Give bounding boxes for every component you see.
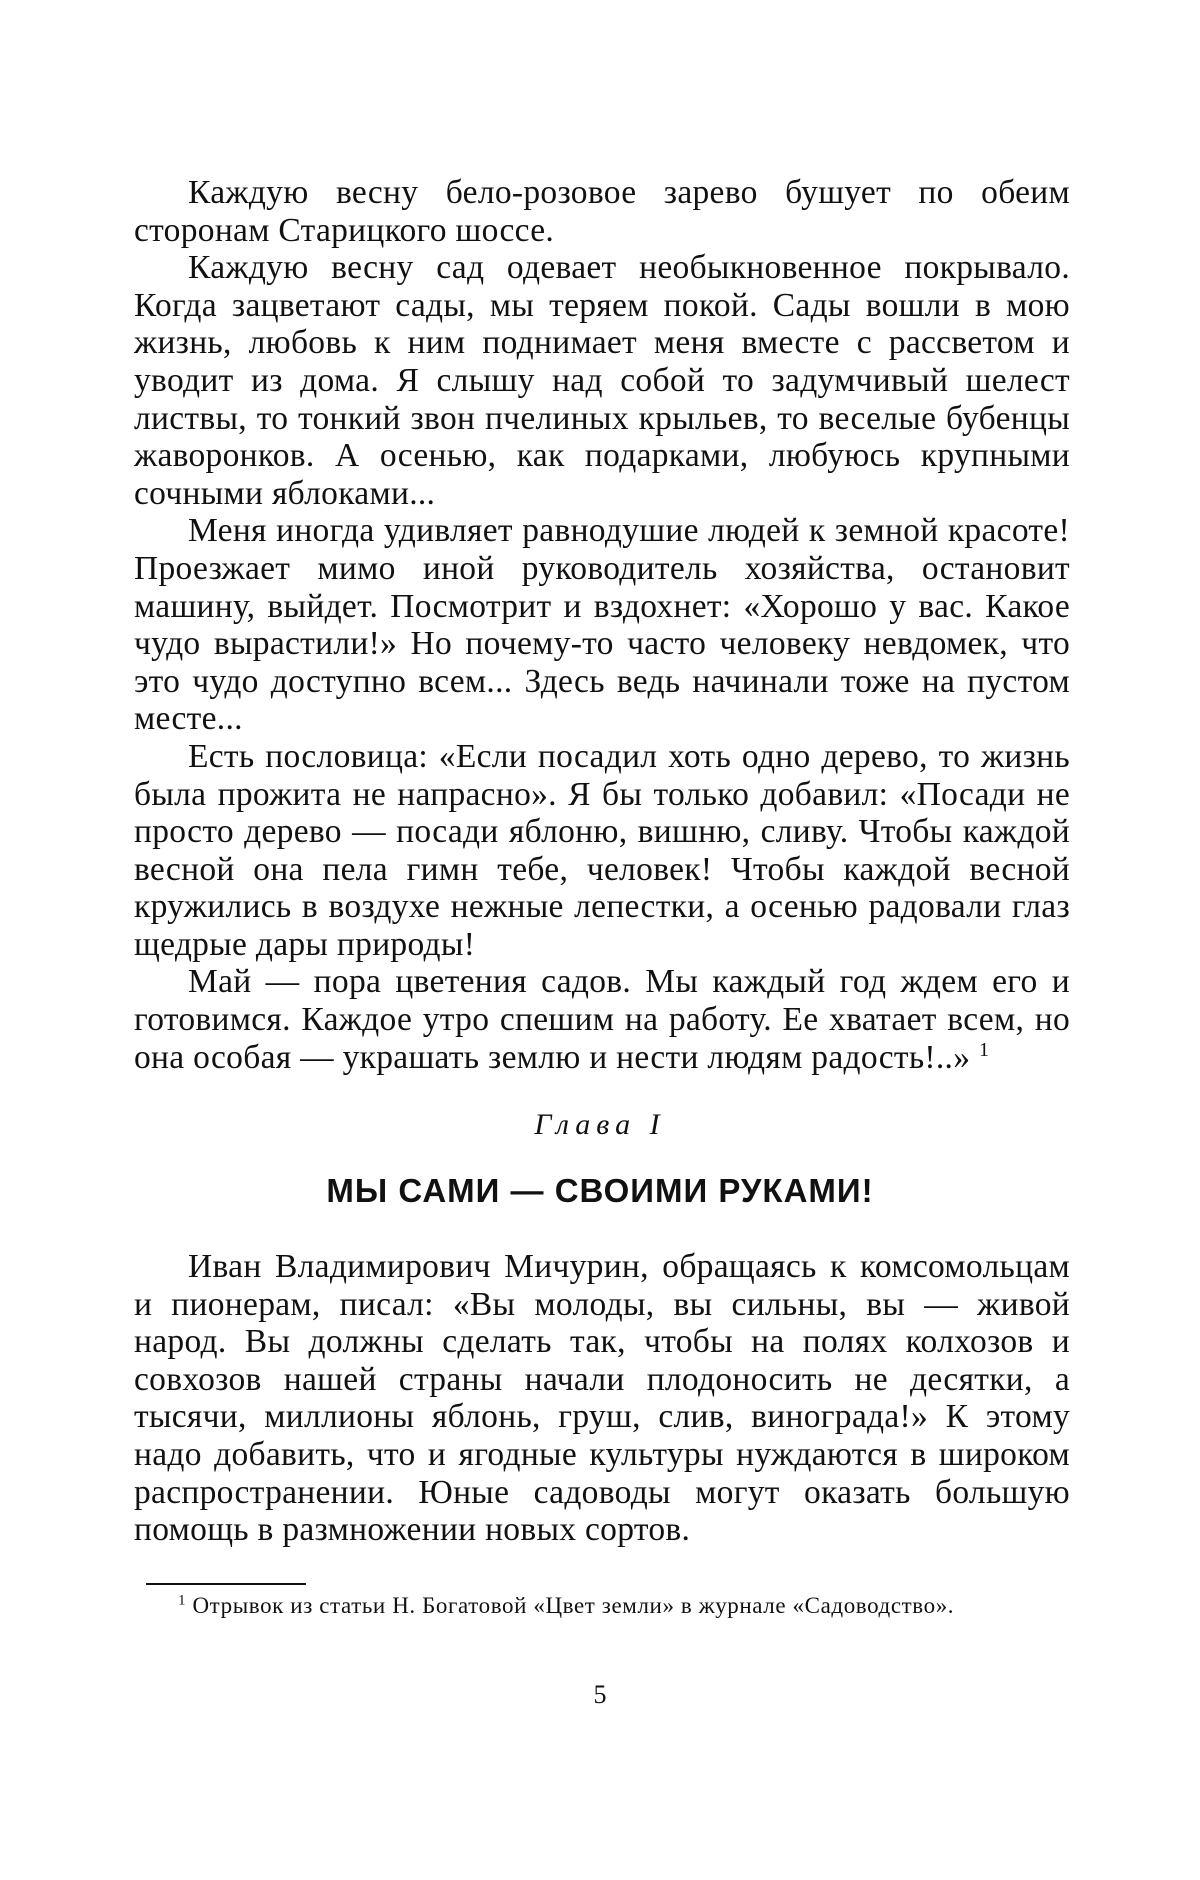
- paragraph: Меня иногда удивляет равнодушие людей к земной красоте! Проезжает мимо иной руководитель хозяйства, остановит машину, выйдет. Посмотрит и вздохнет: «Хорошо у вас. Какое чудо вырастили!» Но почему-то часто человеку невдомек, что это чудо доступно всем... Здесь ведь начинали тоже на пустом месте...: [134, 512, 1070, 738]
- footnote-reference: 1: [978, 1038, 990, 1061]
- paragraph: Каждую весну сад одевает необыкновенное покрывало. Когда зацветают сады, мы теряем покой. Сады вошли в мою жизнь, любовь к ним поднимает меня вместе с рассветом и уводит из дома. Я слышу над собой то задумчивый шелест листвы, то тонкий звон пчелиных крыльев, то веселые бубенцы жаворонков. А осенью, как подарками, любуюсь крупными сочными яблоками...: [134, 249, 1070, 512]
- chapter-text-block: [134, 1248, 1070, 1549]
- page-number: 5: [593, 1680, 607, 1709]
- footnote-text: Отрывок из статьи Н. Богатовой «Цвет земли» в журнале «Садоводство».: [192, 1593, 955, 1618]
- footnote-mark: 1: [178, 1592, 187, 1609]
- footnote: [134, 1592, 1070, 1620]
- footnote-divider: [146, 1583, 306, 1585]
- top-text-block: [134, 174, 1070, 1076]
- paragraph-text: Май — пора цветения садов. Мы каждый год ждем его и готовимся. Каждое утро спешим на работу. Ее хватает всем, но она особая — украшать землю и нести людям радость!..»: [134, 963, 1070, 1076]
- paragraph: Иван Владимирович Мичурин, обращаясь к комсомольцам и пионерам, писал: «Вы молоды, вы сильны, вы — живой народ. Вы должны сделать так, чтобы на полях колхозов и совхозов нашей страны начали плодоносить не десятки, а тысячи, миллионы яблонь, груш, слив, винограда!» К этому надо добавить, что и ягодные культуры нуждаются в широком распространении. Юные садоводы могут оказать большую помощь в размножении новых сортов.: [134, 1248, 1070, 1549]
- chapter-title: МЫ САМИ — СВОИМИ РУКАМИ!: [326, 1172, 874, 1209]
- paragraph: Каждую весну бело-розовое зарево бушует по обеим сторонам Старицкого шоссе.: [134, 174, 1070, 249]
- chapter-label: Глава I: [534, 1108, 666, 1141]
- paragraph-with-footnote: [134, 963, 1070, 1076]
- paragraph: Есть пословица: «Если посадил хоть одно дерево, то жизнь была прожита не напрасно». Я бы только добавил: «Посади не просто дерево — посади яблоню, вишню, сливу. Чтобы каждой весной она пела гимн тебе, человек! Чтобы каждой весной кружились в воздухе нежные лепестки, а осенью радовали глаз щедрые дары природы!: [134, 737, 1070, 963]
